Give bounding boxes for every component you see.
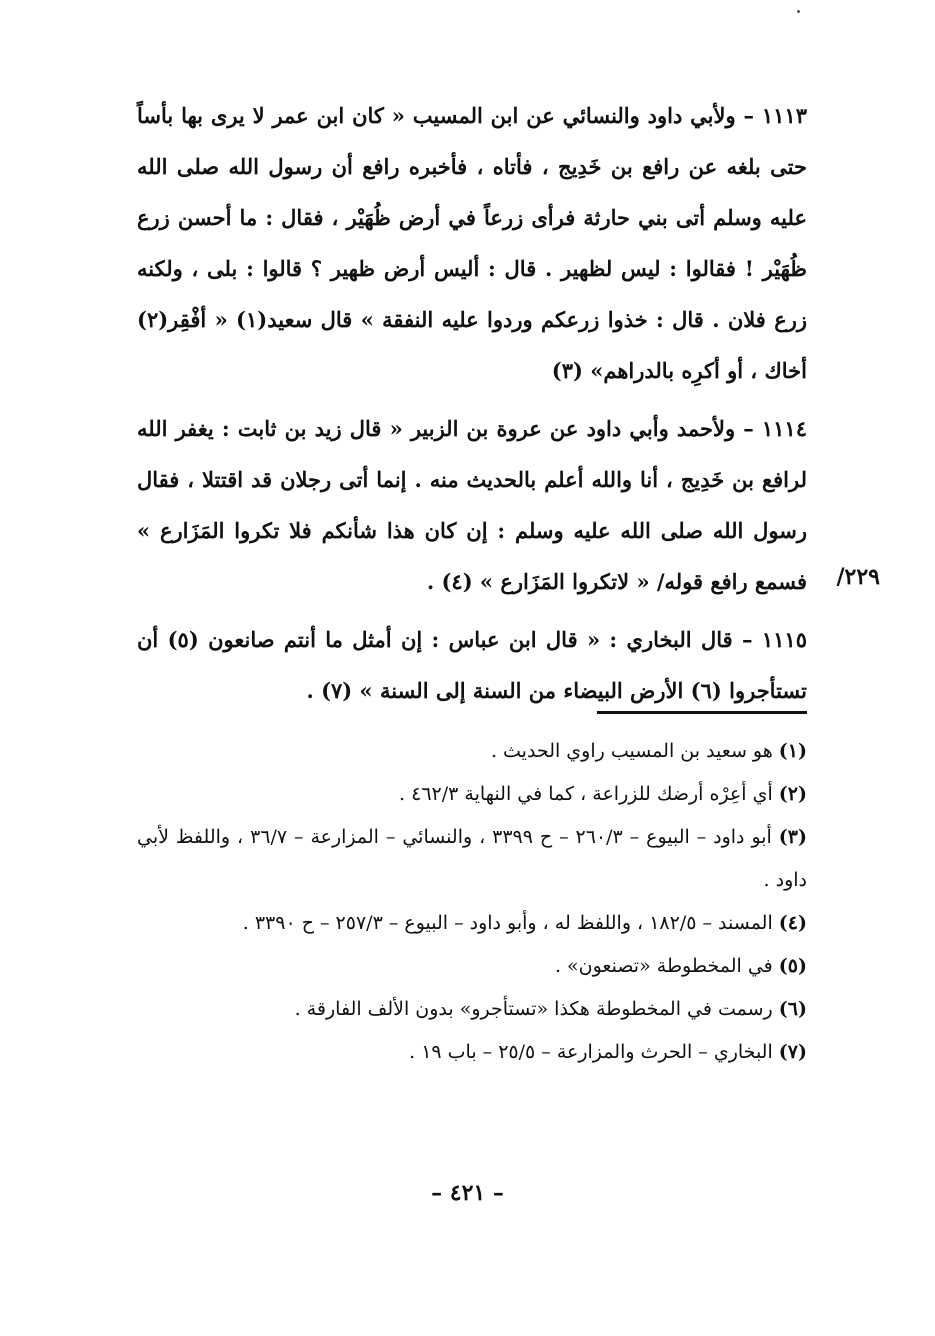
footnote-text: هو سعيد بن المسيب راوي الحديث .	[490, 740, 779, 762]
page-number: – ٤٢١ –	[431, 1180, 504, 1206]
footnote-number: (٥)	[778, 955, 807, 977]
hadith-number: ١١١٤	[761, 416, 807, 441]
footnote-separator	[597, 711, 807, 714]
footnote-number: (٣)	[778, 826, 807, 848]
footnotes	[137, 730, 807, 1074]
footnote-text: أي أعِرْه أرضك للزراعة ، كما في النهاية ٤٦٢/٣ .	[399, 783, 779, 805]
footnote-6	[137, 988, 807, 1031]
footnote-number: (١)	[778, 740, 807, 762]
footnote-text: المسند – ١٨٢/٥ ، واللفظ له ، وأبو داود – البيوع – ٢٥٧/٣ – ح ٣٣٩٠ .	[242, 912, 779, 934]
footnote-2	[137, 773, 807, 816]
hadith-text: – قال البخاري : « قال ابن عباس : إن أمثل ما أنتم صانعون (٥) أن تستأجروا (٦) الأرض البيضاء من السنة إلى السنة » (٧) .	[137, 627, 807, 703]
hadith-number: ١١١٥	[761, 627, 807, 652]
footnote-text: البخاري – الحرث والمزارعة – ٢٥/٥ – باب ١٩ .	[409, 1041, 779, 1063]
footnote-3	[137, 816, 807, 902]
footnote-4	[137, 902, 807, 945]
manuscript-folio-reference: ٢٢٩/	[836, 564, 880, 590]
footnote-text: أبو داود – البيوع – ٢٦٠/٣ – ح ٣٣٩٩ ، والنسائي – المزارعة – ٣٦/٧ ، واللفظ لأبي داود .	[137, 826, 807, 891]
footnote-number: (٦)	[778, 998, 807, 1020]
footnote-number: (٤)	[778, 912, 807, 934]
hadith-text: – ولأحمد وأبي داود عن عروة بن الزبير « قال زيد بن ثابت : يغفر الله لرافع بن خَدِيج ، أنا والله أعلم بالحديث منه . إنما أتى رجلان قد اقتتلا ، فقال رسول الله صلى الله عليه وسلم : إن كان هذا شأنكم فلا تكروا المَزَارع » فسمع رافع قوله/ « لاتكروا المَزَارع » (٤) .	[137, 416, 807, 594]
hadith-number: ١١١٣	[761, 103, 807, 128]
footnote-7	[137, 1031, 807, 1074]
footnote-text: في المخطوطة «تصنعون» .	[554, 955, 779, 977]
footnote-number: (٢)	[778, 783, 807, 805]
hadith-text: – ولأبي داود والنسائي عن ابن المسيب « كان ابن عمر لا يرى بها بأساً حتى بلغه عن رافع بن خَدِيج ، فأتاه ، فأخبره رافع أن رسول الله صلى الله عليه وسلم أتى بني حارثة فرأى زرعاً في أرض ظُهَيْر ، فقال : ما أحسن زرع ظُهَيْر ! فقالوا : ليس لظهير . قال : أليس أرض ظهير ؟ قالوا : بلى ، ولكنه زرع فلان . قال : خذوا زرعكم وردوا عليه النفقة » قال سعيد(١) « أفْقِر(٢) أخاك ، أو أكرِه بالدراهم» (٣)	[137, 103, 808, 383]
footnote-text: رسمت في المخطوطة هكذا «تستأجرو» بدون الألف الفارقة .	[294, 998, 779, 1020]
hadith-1113	[137, 90, 807, 396]
scan-speck	[797, 10, 800, 13]
hadith-1114	[137, 403, 807, 607]
footnote-1	[137, 730, 807, 773]
main-text	[137, 90, 807, 723]
hadith-1115	[137, 614, 807, 716]
footnote-number: (٧)	[778, 1041, 807, 1063]
footnote-5	[137, 945, 807, 988]
